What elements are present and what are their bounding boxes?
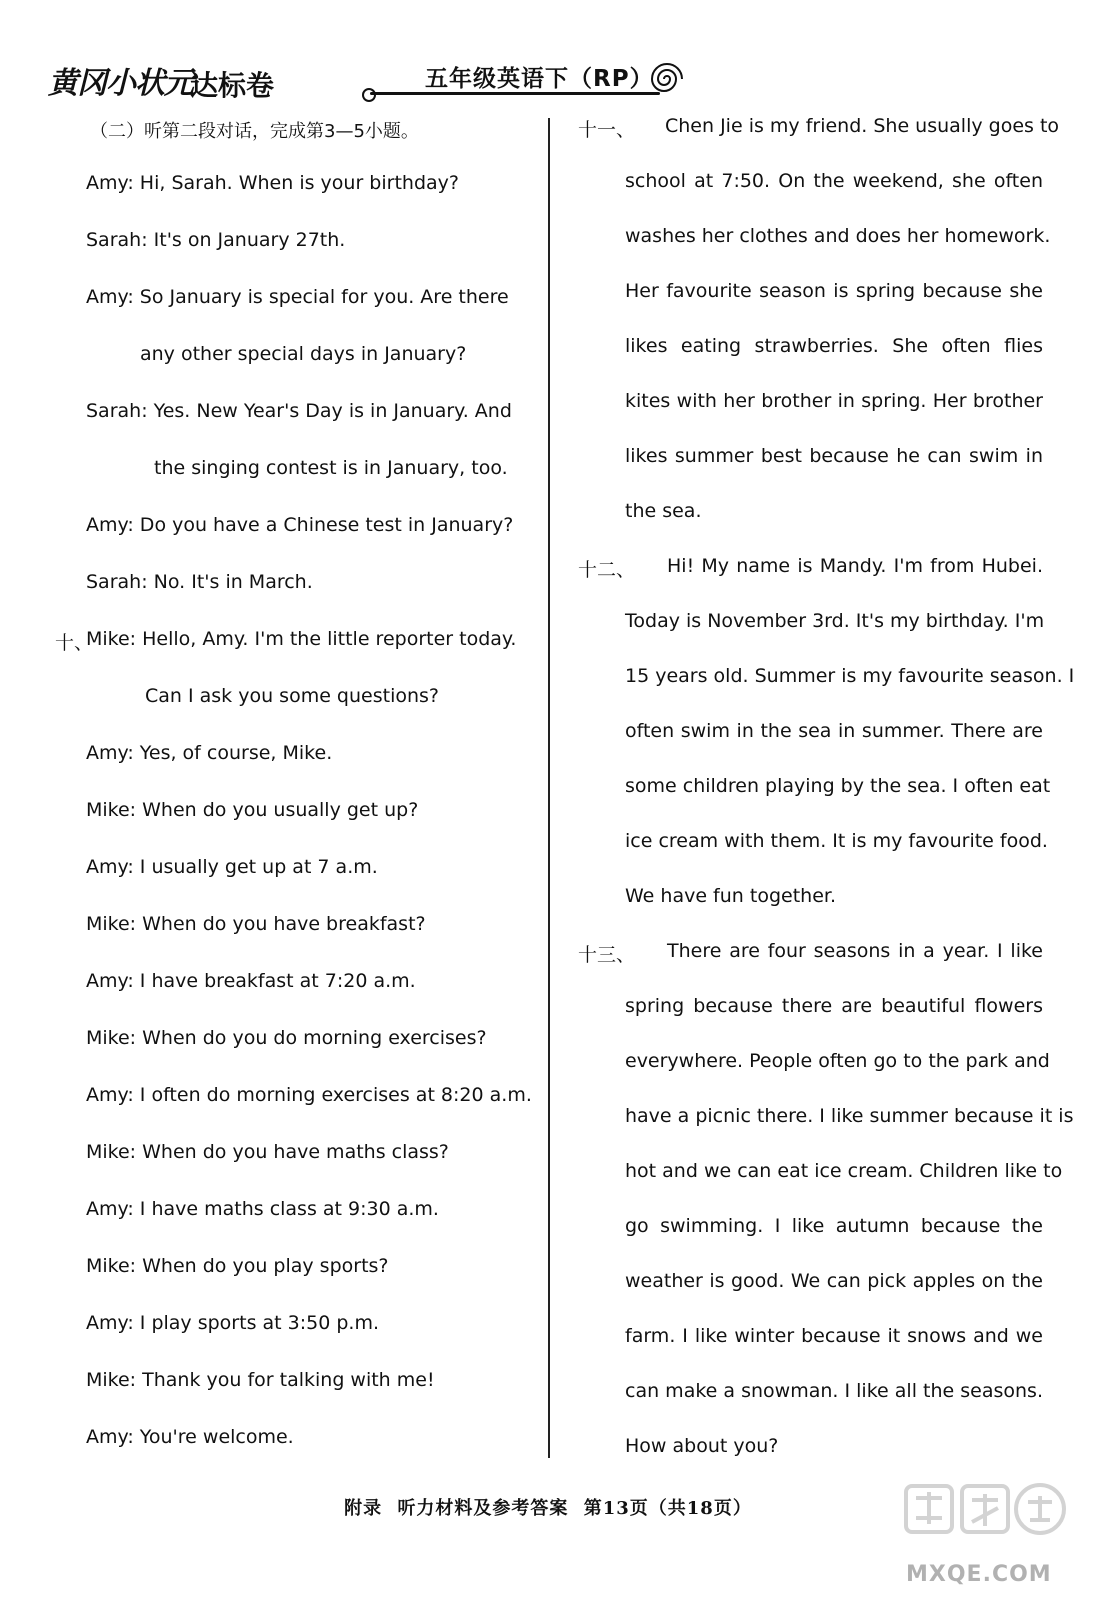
dialogue-line: Mike: When do you usually get up? bbox=[86, 799, 419, 821]
passage-line: Her favourite season is spring because she bbox=[625, 280, 1043, 302]
book-title: 五年级英语下（RP） bbox=[425, 66, 654, 92]
passage-line: hot and we can eat ice cream. Children like to bbox=[625, 1160, 1063, 1182]
footer-page-number: 第13页（共18页） bbox=[583, 1498, 752, 1519]
footer-title: 听力材料及参考答案 bbox=[397, 1498, 569, 1519]
passage-line: have a picnic there. I like summer because it is bbox=[625, 1105, 1074, 1127]
dialogue-line: Mike: When do you do morning exercises? bbox=[86, 1027, 487, 1049]
passage-line: likes eating strawberries. She often flies bbox=[625, 335, 1043, 357]
passage-line: farm. I like winter because it snows and we bbox=[625, 1325, 1043, 1347]
passage-line: go swimming. I like autumn because the bbox=[625, 1215, 1043, 1237]
dialogue-line: Sarah: It's on January 27th. bbox=[86, 229, 346, 251]
page-header bbox=[0, 0, 1096, 110]
question-number-12: 十二、 bbox=[578, 559, 636, 581]
passage-line: school at 7:50. On the weekend, she often bbox=[625, 170, 1043, 192]
dialogue-line: Amy: I often do morning exercises at 8:20 a.m. bbox=[86, 1084, 532, 1106]
passage-line: How about you? bbox=[625, 1435, 779, 1457]
passage-line: weather is good. We can pick apples on the bbox=[625, 1270, 1043, 1292]
brand-logo: 黄冈小状元 bbox=[48, 66, 193, 101]
dialogue-line: Amy: I have breakfast at 7:20 a.m. bbox=[86, 970, 416, 992]
question-number-10: 十、 bbox=[55, 632, 94, 654]
dialogue-line: Amy: Hi, Sarah. When is your birthday? bbox=[86, 172, 459, 194]
passage-line: ice cream with them. It is my favourite food. bbox=[625, 830, 1048, 852]
header-underline bbox=[370, 92, 660, 95]
passage-line: Today is November 3rd. It's my birthday. I'm bbox=[625, 610, 1045, 632]
passage-line: the sea. bbox=[625, 500, 702, 522]
dialogue-line: Mike: When do you have breakfast? bbox=[86, 913, 426, 935]
dialogue-line: Amy: I usually get up at 7 a.m. bbox=[86, 856, 378, 878]
dialogue-line: Amy: I have maths class at 9:30 a.m. bbox=[86, 1198, 439, 1220]
passage-line: often swim in the sea in summer. There are bbox=[625, 720, 1043, 742]
footer-appendix: 附录 bbox=[344, 1498, 383, 1519]
passage-line: 15 years old. Summer is my favourite season. I bbox=[625, 665, 1075, 687]
dialogue-line: Mike: When do you have maths class? bbox=[86, 1141, 449, 1163]
swirl-icon bbox=[650, 62, 684, 96]
passage-line: Hi! My name is Mandy. I'm from Hubei. bbox=[667, 555, 1043, 577]
passage-line: We have fun together. bbox=[625, 885, 836, 907]
dialogue-line: Amy: So January is special for you. Are there bbox=[86, 286, 509, 308]
question-number-13: 十三、 bbox=[578, 944, 636, 966]
watermark-text: MXQE.COM bbox=[906, 1562, 1052, 1587]
passage-line: There are four seasons in a year. I like bbox=[667, 940, 1043, 962]
dialogue-line: Sarah: No. It's in March. bbox=[86, 571, 313, 593]
passage-line: kites with her brother in spring. Her brother bbox=[625, 390, 1043, 412]
dialogue-line: Can I ask you some questions? bbox=[145, 685, 439, 707]
passage-line: Chen Jie is my friend. She usually goes to bbox=[665, 115, 1060, 137]
question-number-11: 十一、 bbox=[578, 119, 636, 141]
dialogue-line: any other special days in January? bbox=[140, 343, 467, 365]
dialogue-line: Mike: Hello, Amy. I'm the little reporter today. bbox=[86, 628, 517, 650]
passage-line: some children playing by the sea. I often eat bbox=[625, 775, 1051, 797]
passage-line: spring because there are beautiful flowers bbox=[625, 995, 1043, 1017]
dialogue-line: Mike: When do you play sports? bbox=[86, 1255, 389, 1277]
passage-line: likes summer best because he can swim in bbox=[625, 445, 1043, 467]
brand-subtitle: 达标卷 bbox=[190, 69, 275, 102]
dialogue-line: Sarah: Yes. New Year's Day is in January. And bbox=[86, 400, 512, 422]
column-divider bbox=[548, 118, 550, 1458]
passage-line: washes her clothes and does her homework. bbox=[625, 225, 1051, 247]
dialogue-line: Amy: I play sports at 3:50 p.m. bbox=[86, 1312, 379, 1334]
passage-line: everywhere. People often go to the park and bbox=[625, 1050, 1050, 1072]
section-title: （二）听第二段对话，完成第3—5小题。 bbox=[90, 121, 419, 142]
dialogue-line: Amy: Do you have a Chinese test in January? bbox=[86, 514, 514, 536]
passage-line: can make a snowman. I like all the seasons. bbox=[625, 1380, 1043, 1402]
dialogue-line: the singing contest is in January, too. bbox=[154, 457, 508, 479]
header-dot-ornament bbox=[362, 88, 376, 102]
dialogue-line: Amy: You're welcome. bbox=[86, 1426, 294, 1448]
dialogue-line: Mike: Thank you for talking with me! bbox=[86, 1369, 435, 1391]
dialogue-line: Amy: Yes, of course, Mike. bbox=[86, 742, 333, 764]
